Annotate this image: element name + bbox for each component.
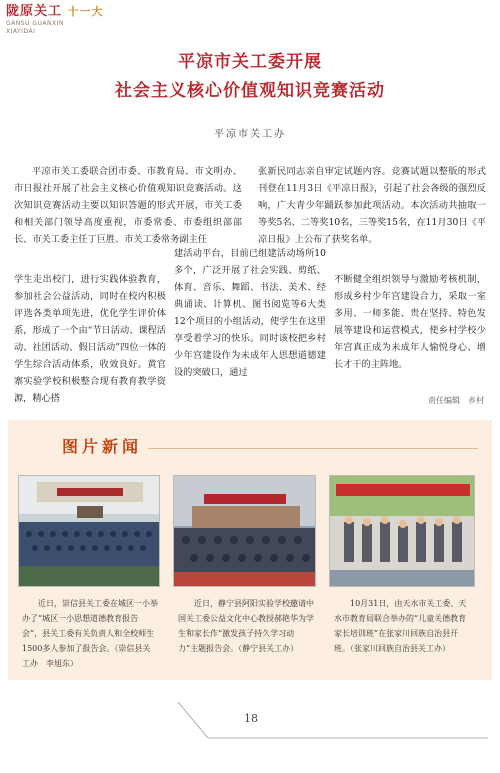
photo-caption-3: 10月31日，由天水市关工委、天水市教育局联合举办的“儿童关德教育家长培训班”在张家川回族自治县开班。（张家川回族自治县关工办） bbox=[334, 599, 467, 653]
page-number: 18 bbox=[244, 712, 258, 725]
masthead-sub1: GANSU GUANXIN bbox=[6, 20, 64, 27]
article-paragraph-4: 建活动平台，目前已组建活动场所10多个，广泛开展了社会实践、剪纸、体育、音乐、舞蹈、书法、美术、经典诵读、计算机、图书阅览等6大类12个项目的小组活动，使学生在这里享受着学习的快乐。同时该校把乡村少年宫建设作为未成年人思想道德建设的突破口，通过 bbox=[174, 248, 326, 378]
news-photo-2 bbox=[173, 475, 316, 587]
photo-caption-2: 近日，静宁县阿阳实验学校邀请中国关工委公益文化中心教授郝艳华为学生和家长作“激发孩子持久学习动力”主题报告会。（静宁县关工办） bbox=[178, 599, 314, 653]
masthead-sub2: XIAYIDAI bbox=[6, 28, 36, 35]
article-paragraph-5: 不断健全组织领导与激励考核机制，形成乡村少年宫建设合力，采取一室多用、一师多能、贵在坚持、特色发展等建设和运营模式，使乡村学校少年宫真正成为未成年人愉悦身心、增长才干的主阵地。 bbox=[334, 274, 486, 370]
article-paragraph-1: 平凉市关工委联合团市委、市教育局、市文明办、市日报社开展了社会主义核心价值观知识竞赛活动。这次知识竞赛活动主要以知识答题的形式开展，市关工委和相关部门领导高度重视，市委常委、市委组织部部长、市关工委主任丁巨胜、市关工委常务副主任 bbox=[14, 166, 242, 245]
news-photo-3 bbox=[329, 475, 475, 587]
article-title-line1: 平凉市关工委开展 bbox=[178, 52, 322, 72]
responsible-editor: 责任编辑 乡村 bbox=[428, 396, 484, 405]
article-paragraph-2: 张新民同志亲自审定试题内容。竞赛试题以整版的形式刊登在11月3日《平凉日报》，引起了社会各级的强烈反响，广大青少年踊跃参加此项活动。本次活动共抽取一等奖5名、二等奖10名，三等奖15名，在11月30日《平凉日报》上公布了获奖名单。 bbox=[258, 166, 486, 245]
photo-news-divider bbox=[148, 448, 478, 449]
article-paragraph-3: 学生走出校门，进行实践体验教育，参加社会公益活动，同时在校内积极评选各类单项先进，优化学生评价体系，形成了一个由“节日活动、课程活动、社团活动、假日活动”四位一体的学生综合活动体系，收效良好。黄官寨实验学校积极整合现有教育教学资源，精心搭 bbox=[14, 274, 166, 404]
masthead-title: 陇原关工 bbox=[6, 4, 63, 19]
photo-caption-1: 近日，崇信县关工委在城区一小举办了“城区一小思想道德教育报告会”，县关工委有关负责人和全校师生1500多人参加了报告会。（崇信县关工办 李旭东） bbox=[22, 599, 158, 668]
masthead-logo bbox=[6, 4, 126, 44]
article-byline: 平凉市关工办 bbox=[214, 129, 286, 140]
masthead-deco: 十一大 bbox=[67, 5, 104, 18]
article-title-line2: 社会主义核心价值观知识竞赛活动 bbox=[115, 81, 385, 101]
page-number-rule bbox=[178, 700, 488, 740]
photo-news-heading: 图片新闻 bbox=[62, 437, 143, 456]
photo-news-section bbox=[8, 420, 492, 680]
news-photo-1 bbox=[18, 475, 160, 587]
